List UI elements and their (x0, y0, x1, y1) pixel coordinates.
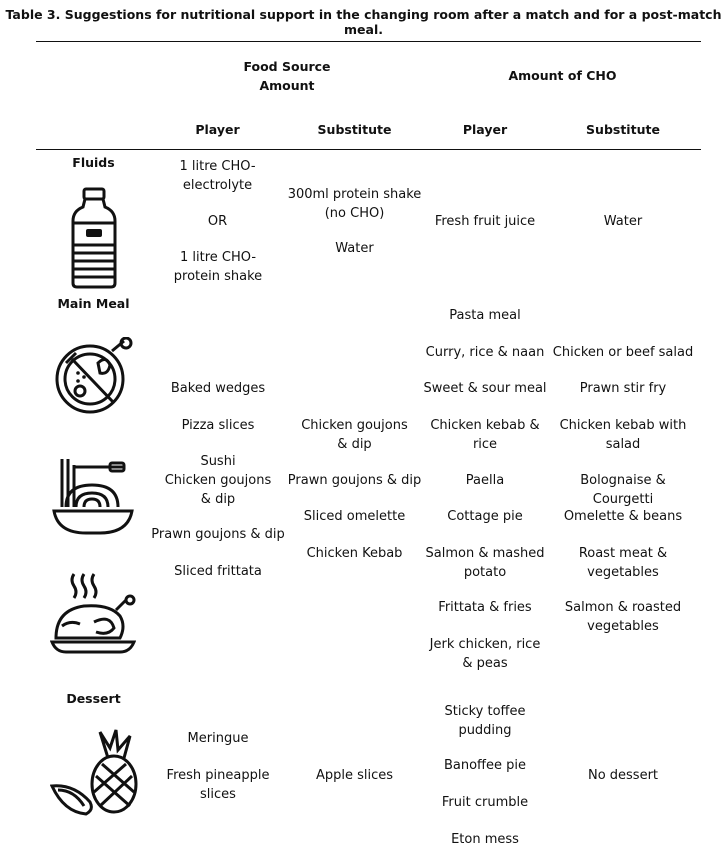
subheader-player-food: Player (195, 122, 240, 137)
main-cho-player-6: Cottage pie (447, 509, 523, 524)
subheader-substitute-cho: Substitute (586, 122, 660, 137)
fluids-food-player-3: 1 litre CHO-protein shake (173, 250, 263, 284)
roast-chicken-icon (50, 570, 136, 656)
main-cho-player-3: Sweet & sour meal (423, 381, 547, 396)
plate-fork-icon (54, 337, 134, 417)
pineapple-melon-icon (50, 728, 140, 816)
header-food-source: Food Source Amount (243, 59, 331, 93)
noodle-bowl-icon (52, 455, 134, 537)
dessert-food-sub-1: Apple slices (315, 768, 394, 783)
dessert-food-player-2: Fresh pineapple slices (166, 768, 270, 802)
top-rule (36, 41, 701, 42)
subheader-player-cho: Player (462, 122, 508, 137)
header-amount-cho: Amount of CHO (508, 68, 617, 83)
section-label-dessert: Dessert (66, 691, 121, 706)
section-label-fluids: Fluids (72, 155, 115, 170)
header-rule (36, 149, 701, 150)
main-cho-player-9: Jerk chicken, rice & peas (429, 637, 541, 671)
main-food-player-2: Pizza slices (181, 418, 255, 433)
main-cho-player-4: Chicken kebab & rice (430, 418, 540, 452)
main-cho-player-7: Salmon & mashed potato (425, 546, 545, 580)
main-cho-player-2: Curry, rice & naan (425, 345, 545, 360)
fluids-cho-sub-1: Water (603, 214, 643, 229)
fluids-food-sub-1: 300ml protein shake (no CHO) (287, 187, 422, 221)
main-food-player-6: Sliced frittata (174, 564, 262, 579)
main-food-sub-2: Prawn goujons & dip (287, 473, 422, 488)
section-label-main-meal: Main Meal (57, 296, 130, 311)
dessert-cho-player-4: Eton mess (451, 832, 519, 847)
main-food-player-4: Chicken goujons & dip (164, 473, 272, 507)
main-food-sub-4: Chicken Kebab (306, 546, 403, 561)
main-cho-sub-5: Omelette & beans (563, 509, 683, 524)
main-food-player-5: Prawn goujons & dip (151, 527, 285, 542)
main-cho-sub-7: Salmon & roasted vegetables (564, 600, 682, 634)
main-food-sub-1: Chicken goujons & dip (301, 418, 408, 452)
main-cho-sub-3: Chicken kebab with salad (559, 418, 687, 452)
fluids-food-player-2: OR (207, 214, 228, 229)
dessert-cho-player-2: Banoffee pie (443, 758, 527, 773)
main-cho-player-1: Pasta meal (449, 308, 521, 323)
dessert-food-player-1: Meringue (187, 731, 249, 746)
main-cho-player-8: Frittata & fries (438, 600, 532, 615)
main-food-sub-3: Sliced omelette (303, 509, 406, 524)
dessert-cho-player-1: Sticky toffee pudding (444, 704, 526, 738)
fluids-cho-player-1: Fresh fruit juice (434, 214, 536, 229)
fluids-food-player-1: 1 litre CHO-electrolyte (179, 159, 256, 193)
fluids-food-sub-2: Water (335, 241, 374, 256)
main-food-player-3: Sushi (200, 454, 236, 469)
water-bottle-icon (69, 187, 119, 291)
main-cho-sub-1: Chicken or beef salad (552, 345, 694, 360)
table-caption: Table 3. Suggestions for nutritional support in the changing room after a match and for a post-match meal. (5, 7, 722, 37)
dessert-cho-player-3: Fruit crumble (441, 795, 529, 810)
main-cho-player-5: Paella (465, 473, 505, 488)
main-cho-sub-4: Bolognaise & Courgetti (580, 473, 666, 507)
main-food-player-1: Baked wedges (170, 381, 266, 396)
main-cho-sub-6: Roast meat & vegetables (578, 546, 668, 580)
dessert-cho-sub-1: No dessert (587, 768, 659, 783)
main-cho-sub-2: Prawn stir fry (579, 381, 667, 396)
subheader-substitute-food: Substitute (317, 122, 392, 137)
